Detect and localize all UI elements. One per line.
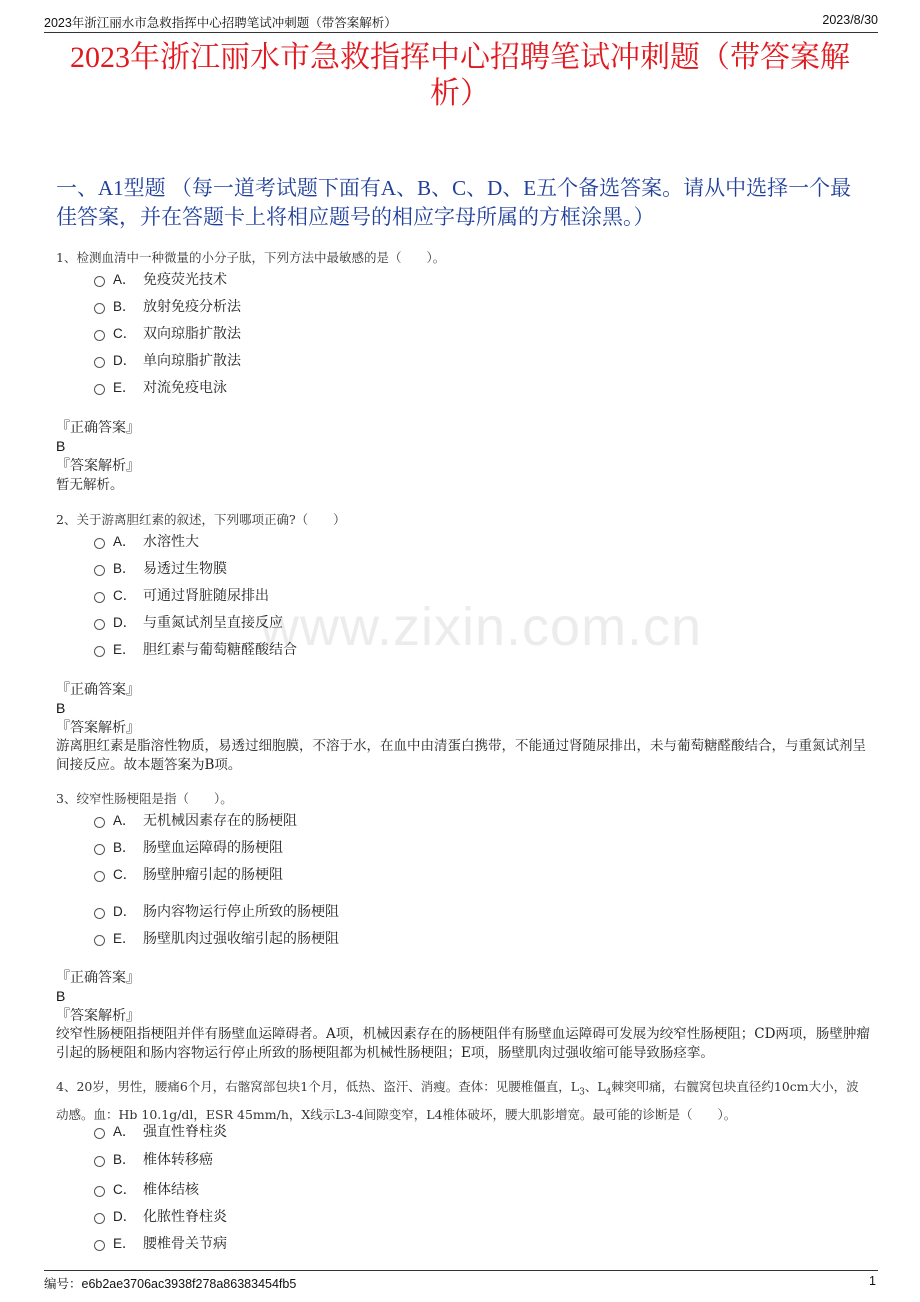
q2-option-c[interactable]: C． 可通过肾脏随尿排出 bbox=[94, 586, 269, 606]
page-footer bbox=[44, 1270, 878, 1291]
q4-option-c[interactable]: C． 椎体结核 bbox=[94, 1180, 199, 1200]
radio-icon[interactable] bbox=[94, 1128, 105, 1139]
q2-option-a[interactable]: A． 水溶性大 bbox=[94, 532, 199, 552]
q3-answer: B bbox=[56, 988, 66, 1004]
radio-icon[interactable] bbox=[94, 908, 105, 919]
document-title: 2023年浙江丽水市急救指挥中心招聘笔试冲刺题（带答案解析） bbox=[70, 41, 850, 110]
radio-icon[interactable] bbox=[94, 1186, 105, 1197]
q3-option-c[interactable]: C． 肠壁肿瘤引起的肠梗阻 bbox=[94, 865, 283, 885]
q2-answer: B bbox=[56, 700, 66, 716]
q3-option-d[interactable]: D． 肠内容物运行停止所致的肠梗阻 bbox=[94, 902, 339, 922]
radio-icon[interactable] bbox=[94, 303, 105, 314]
radio-icon[interactable] bbox=[94, 935, 105, 946]
q2-correct-label: 『正确答案』 bbox=[56, 682, 140, 698]
q2-option-e[interactable]: E． 胆红素与葡萄糖醛酸结合 bbox=[94, 640, 297, 660]
q4-option-b[interactable]: B． 椎体转移癌 bbox=[94, 1150, 213, 1170]
q1-option-b[interactable]: B． 放射免疫分析法 bbox=[94, 297, 241, 317]
q3-analysis-label: 『答案解析』 bbox=[56, 1008, 140, 1024]
radio-icon[interactable] bbox=[94, 592, 105, 603]
q3-option-b[interactable]: B． 肠壁血运障碍的肠梗阻 bbox=[94, 838, 283, 858]
radio-icon[interactable] bbox=[94, 384, 105, 395]
question-1-stem: 1、检测血清中一种微量的小分子肽，下列方法中最敏感的是（ ）。 bbox=[56, 250, 446, 265]
q3-correct-label: 『正确答案』 bbox=[56, 970, 140, 986]
q4-option-a[interactable]: A． 强直性脊柱炎 bbox=[94, 1122, 227, 1142]
q1-correct-label: 『正确答案』 bbox=[56, 420, 140, 436]
q1-option-a[interactable]: A． 免疫荧光技术 bbox=[94, 270, 227, 290]
radio-icon[interactable] bbox=[94, 619, 105, 630]
radio-icon[interactable] bbox=[94, 330, 105, 341]
question-4-stem: 4、20岁，男性，腰痛6个月，右髂窝部包块1个月，低热、盗汗、消瘦。查体：见腰椎僵直，$L_3$、$L_4$棘突叩痛，右髋窝包块直径约10cm大小，波动感。血：Hb 10.1g/dl，ESR 45mm/h，X线示L3-4间隙变窄，L4椎体破坏，腰大肌影增宽。最可能的诊断是（ ）。 bbox=[56, 1079, 859, 1122]
q3-analysis: 绞窄性肠梗阻指梗阻并伴有肠壁血运障碍者。A项，机械因素存在的肠梗阻伴有肠壁血运障碍可发展为绞窄性肠梗阻；CD两项，肠壁肿瘤引起的肠梗阻和肠内容物运行停止所致的肠梗阻都为机械性肠梗阻；E项，肠壁肌肉过强收缩可能导致肠痉挛。 bbox=[56, 1026, 870, 1061]
q4-option-e[interactable]: E． 腰椎骨关节病 bbox=[94, 1234, 227, 1254]
section-heading: 一、A1型题 （每一道考试题下面有A、B、C、D、E五个备选答案。请从中选择一个最佳答案，并在答题卡上将相应题号的相应字母所属的方框涂黑。） bbox=[56, 176, 852, 229]
q2-option-d[interactable]: D． 与重氮试剂呈直接反应 bbox=[94, 613, 283, 633]
q2-option-b[interactable]: B． 易透过生物膜 bbox=[94, 559, 227, 579]
header-date: 2023/8/30 bbox=[822, 13, 878, 27]
page-header bbox=[44, 10, 878, 33]
radio-icon[interactable] bbox=[94, 565, 105, 576]
q2-analysis-label: 『答案解析』 bbox=[56, 720, 140, 736]
radio-icon[interactable] bbox=[94, 646, 105, 657]
header-title: 2023年浙江丽水市急救指挥中心招聘笔试冲刺题（带答案解析） bbox=[44, 16, 397, 30]
document-code: 编号：e6b2ae3706ac3938f278a86383454fb5 bbox=[44, 1277, 297, 1291]
q1-option-c[interactable]: C． 双向琼脂扩散法 bbox=[94, 324, 241, 344]
radio-icon[interactable] bbox=[94, 276, 105, 287]
radio-icon[interactable] bbox=[94, 817, 105, 828]
q1-analysis-label: 『答案解析』 bbox=[56, 458, 140, 474]
question-2-stem: 2、关于游离胆红素的叙述，下列哪项正确?（ ） bbox=[56, 512, 346, 527]
radio-icon[interactable] bbox=[94, 871, 105, 882]
q1-option-d[interactable]: D． 单向琼脂扩散法 bbox=[94, 351, 241, 371]
question-3-stem: 3、绞窄性肠梗阻是指（ ）。 bbox=[56, 791, 233, 806]
q1-option-e[interactable]: E． 对流免疫电泳 bbox=[94, 378, 227, 398]
q3-option-e[interactable]: E． 肠壁肌肉过强收缩引起的肠梗阻 bbox=[94, 929, 339, 949]
q1-analysis: 暂无解析。 bbox=[56, 477, 124, 493]
q1-answer: B bbox=[56, 438, 66, 454]
page-number: 1 bbox=[869, 1274, 876, 1288]
watermark: www.zixin.com.cn bbox=[260, 597, 703, 657]
radio-icon[interactable] bbox=[94, 1156, 105, 1167]
q3-option-a[interactable]: A． 无机械因素存在的肠梗阻 bbox=[94, 811, 297, 831]
q2-analysis: 游离胆红素是脂溶性物质，易透过细胞膜，不溶于水，在血中由清蛋白携带，不能通过肾随尿排出，未与葡萄糖醛酸结合，与重氮试剂呈间接反应。故本题答案为B项。 bbox=[56, 738, 866, 773]
q4-option-d[interactable]: D． 化脓性脊柱炎 bbox=[94, 1207, 227, 1227]
radio-icon[interactable] bbox=[94, 1213, 105, 1224]
radio-icon[interactable] bbox=[94, 1240, 105, 1251]
radio-icon[interactable] bbox=[94, 357, 105, 368]
radio-icon[interactable] bbox=[94, 844, 105, 855]
radio-icon[interactable] bbox=[94, 538, 105, 549]
